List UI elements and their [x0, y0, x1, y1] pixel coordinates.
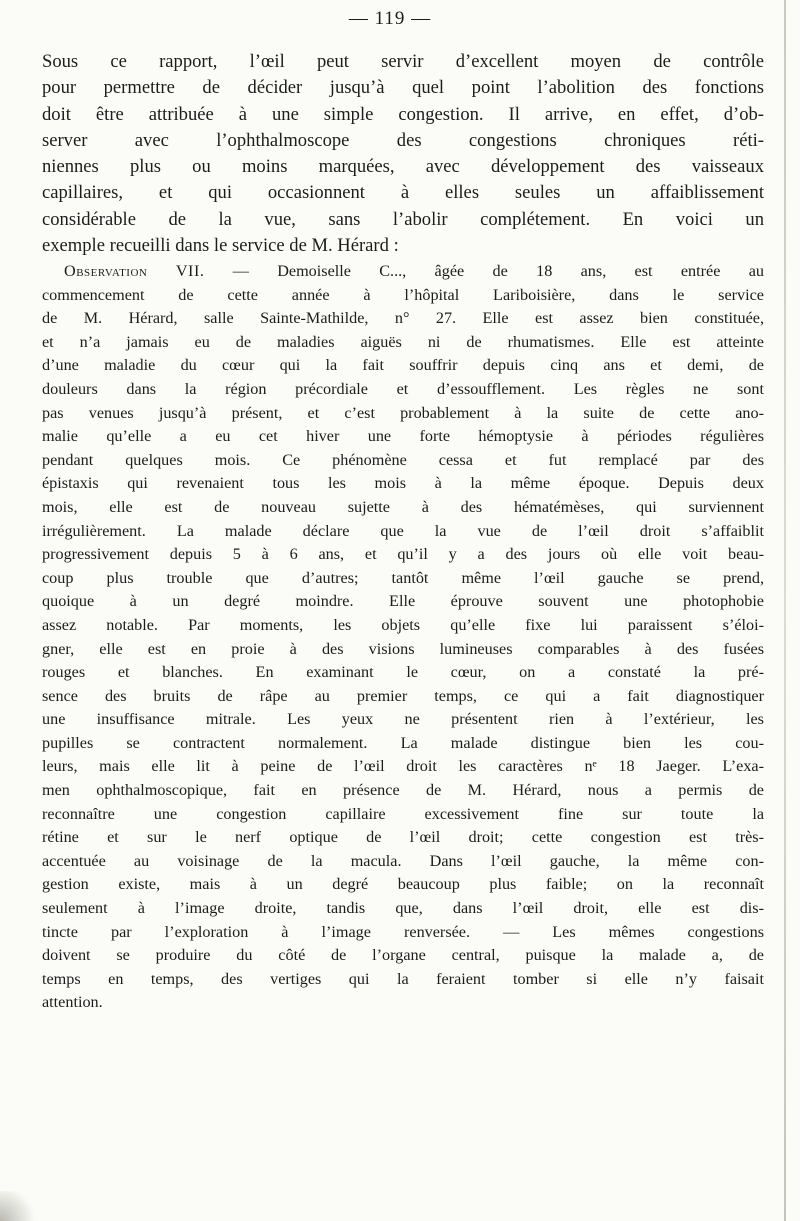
observation-line-text: — Demoiselle C..., âgée de 18 ans, est entrée au [204, 262, 764, 280]
observation-paragraph [42, 260, 764, 1015]
intro-line: niennes plus ou moins marquées, avec développement des vaisseaux [42, 156, 764, 178]
observation-line: doivent se produire du côté de l’organe central, puisque la malade a, de [42, 946, 764, 965]
observation-line: rétine et sur le nerf optique de l’œil droit; cette congestion est très- [42, 828, 764, 847]
observation-line [42, 260, 764, 284]
observation-line: douleurs dans la région précordiale et d’essoufflement. Les règles ne sont [42, 379, 764, 398]
intro-line: pour permettre de décider jusqu’à quel point l’abolition des fonctions [42, 77, 764, 99]
observation-line: assez notable. Par moments, les objets qu’elle fixe lui paraissent s’éloi- [42, 615, 764, 634]
observation-line: attention. [42, 993, 103, 1012]
observation-line: gner, elle est en proie à des visions lumineuses comparables à des fusées [42, 639, 764, 658]
observation-line: épistaxis qui revenaient tous les mois à la même époque. Depuis deux [42, 474, 764, 493]
observation-line: coup plus trouble que d’autres; tantôt même l’œil gauche se prend, [42, 568, 764, 587]
observation-line: leurs, mais elle lit à peine de l’œil droit les caractères nᵉ 18 Jaeger. L’exa- [42, 757, 764, 776]
observation-line: reconnaître une congestion capillaire excessivement fine sur toute la [42, 804, 764, 823]
observation-line: de M. Hérard, salle Sainte-Mathilde, n° 27. Elle est assez bien constituée, [42, 309, 764, 328]
observation-line: pupilles se contractent normalement. La malade distingue bien les cou- [42, 733, 764, 752]
observation-line: tincte par l’exploration à l’image renversée. — Les mêmes congestions [42, 922, 764, 941]
observation-line: sence des bruits de râpe au premier temps, ce qui a fait diagnostiquer [42, 686, 764, 705]
intro-line: exemple recueilli dans le service de M. Hérard : [42, 235, 399, 257]
observation-line: gestion existe, mais à un degré beaucoup plus faible; on la reconnaît [42, 875, 764, 894]
page-edge [784, 0, 786, 1221]
observation-line: malie qu’elle a eu cet hiver une forte hémoptysie à périodes régulières [42, 427, 764, 446]
page-number: — 119 — [348, 8, 432, 29]
observation-line: une insuffisance mitrale. Les yeux ne présentent rien à l’extérieur, les [42, 710, 764, 729]
intro-paragraph [42, 49, 764, 259]
observation-line: et n’a jamais eu de maladies aiguës ni de rhumatismes. Elle est atteinte [42, 332, 764, 351]
observation-line: rouges et blanches. En examinant le cœur, on a constaté la pré- [42, 663, 764, 682]
intro-line: doit être attribuée à une simple congestion. Il arrive, en effet, d’ob- [42, 103, 764, 125]
observation-line: quoique à un degré moindre. Elle éprouve souvent une photophobie [42, 592, 764, 611]
observation-line: commencement de cette année à l’hôpital Lariboisière, dans le service [42, 285, 764, 304]
intro-line: server avec l’ophthalmoscope des congestions chroniques réti- [42, 129, 764, 151]
observation-line: progressivement depuis 5 à 6 ans, et qu’il y a des jours où elle voit beau- [42, 545, 764, 564]
intro-line: capillaires, et qui occasionnent à elles seules un affaiblissement [42, 182, 764, 204]
intro-line: considérable de la vue, sans l’abolir complétement. En voici un [42, 208, 764, 230]
observation-heading: Observation VII. [64, 262, 205, 280]
observation-line: pas venues jusqu’à présent, et c’est probablement à la suite de cette ano- [42, 403, 764, 422]
observation-line: pendant quelques mois. Ce phénomène cessa et fut remplacé par des [42, 450, 764, 469]
observation-line: irrégulièrement. La malade déclare que la vue de l’œil droit s’affaiblit [42, 521, 764, 540]
intro-line: Sous ce rapport, l’œil peut servir d’excellent moyen de contrôle [42, 51, 764, 72]
observation-line: seulement à l’image droite, tandis que, dans l’œil droit, elle est dis- [42, 899, 764, 918]
observation-line: temps en temps, des vertiges qui la feraient tomber si elle n’y faisait [42, 969, 764, 988]
observation-line: mois, elle est de nouveau sujette à des hématémèses, qui surviennent [42, 497, 764, 516]
observation-line: d’une maladie du cœur qui la fait souffrir depuis cinq ans et demi, de [42, 356, 764, 375]
page-stain [0, 1191, 40, 1221]
observation-line: accentuée au voisinage de la macula. Dans l’œil gauche, la même con- [42, 851, 764, 870]
observation-line: men ophthalmoscopique, fait en présence de M. Hérard, nous a permis de [42, 781, 764, 800]
